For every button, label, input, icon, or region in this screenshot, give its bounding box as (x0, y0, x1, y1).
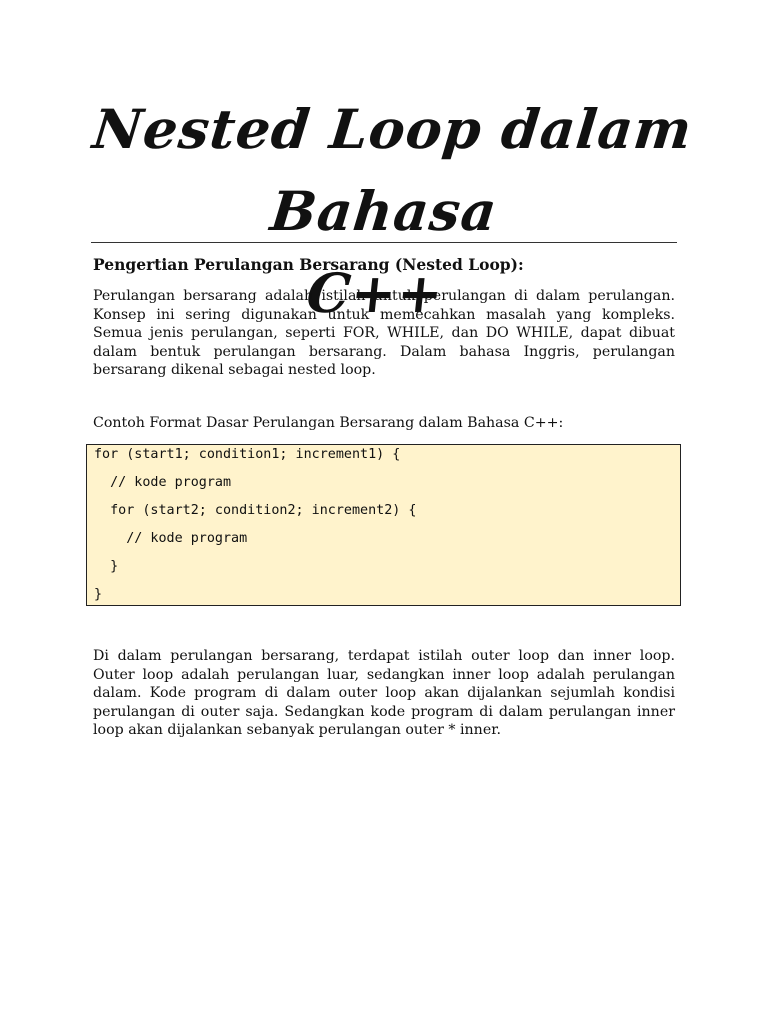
code-line: } (94, 587, 103, 602)
horizontal-divider (91, 242, 677, 243)
code-line: // kode program (94, 475, 232, 490)
loop-explanation-paragraph: Di dalam perulangan bersarang, terdapat istilah outer loop dan inner loop. Outer loop adalah perulangan luar, sedangkan inner loop adalah perulangan dalam. Kode program di dalam outer loop akan dijalankan sejumlah kondisi perulangan di outer saja. Sedangkan kode program di dalam perulangan inner loop akan dijalankan sebanyak perulangan outer * inner. (93, 648, 675, 738)
code-line: // kode program (94, 531, 248, 546)
code-caption: Contoh Format Dasar Perulangan Bersarang dalam Bahasa C++: (93, 415, 564, 431)
code-line: for (start2; condition2; increment2) { (94, 503, 417, 518)
code-line: for (start1; condition1; increment1) { (94, 447, 401, 462)
code-block (86, 444, 681, 606)
section-heading: Pengertian Perulangan Bersarang (Nested Loop): (93, 255, 524, 274)
title-line-2: C++ (303, 261, 447, 325)
code-line: } (94, 559, 119, 574)
intro-paragraph: Perulangan bersarang adalah istilah untuk perulangan di dalam perulangan. Konsep ini sering digunakan untuk memecahkan masalah yang kompleks. Semua jenis perulangan, seperti FOR, WHILE, dan DO WHILE, dapat dibuat dalam bentuk perulangan bersarang. Dalam bahasa Inggris, perulangan bersarang dikenal sebagai nested loop. (93, 288, 675, 378)
title-line-1: Nested Loop dalam Bahasa (89, 97, 696, 243)
